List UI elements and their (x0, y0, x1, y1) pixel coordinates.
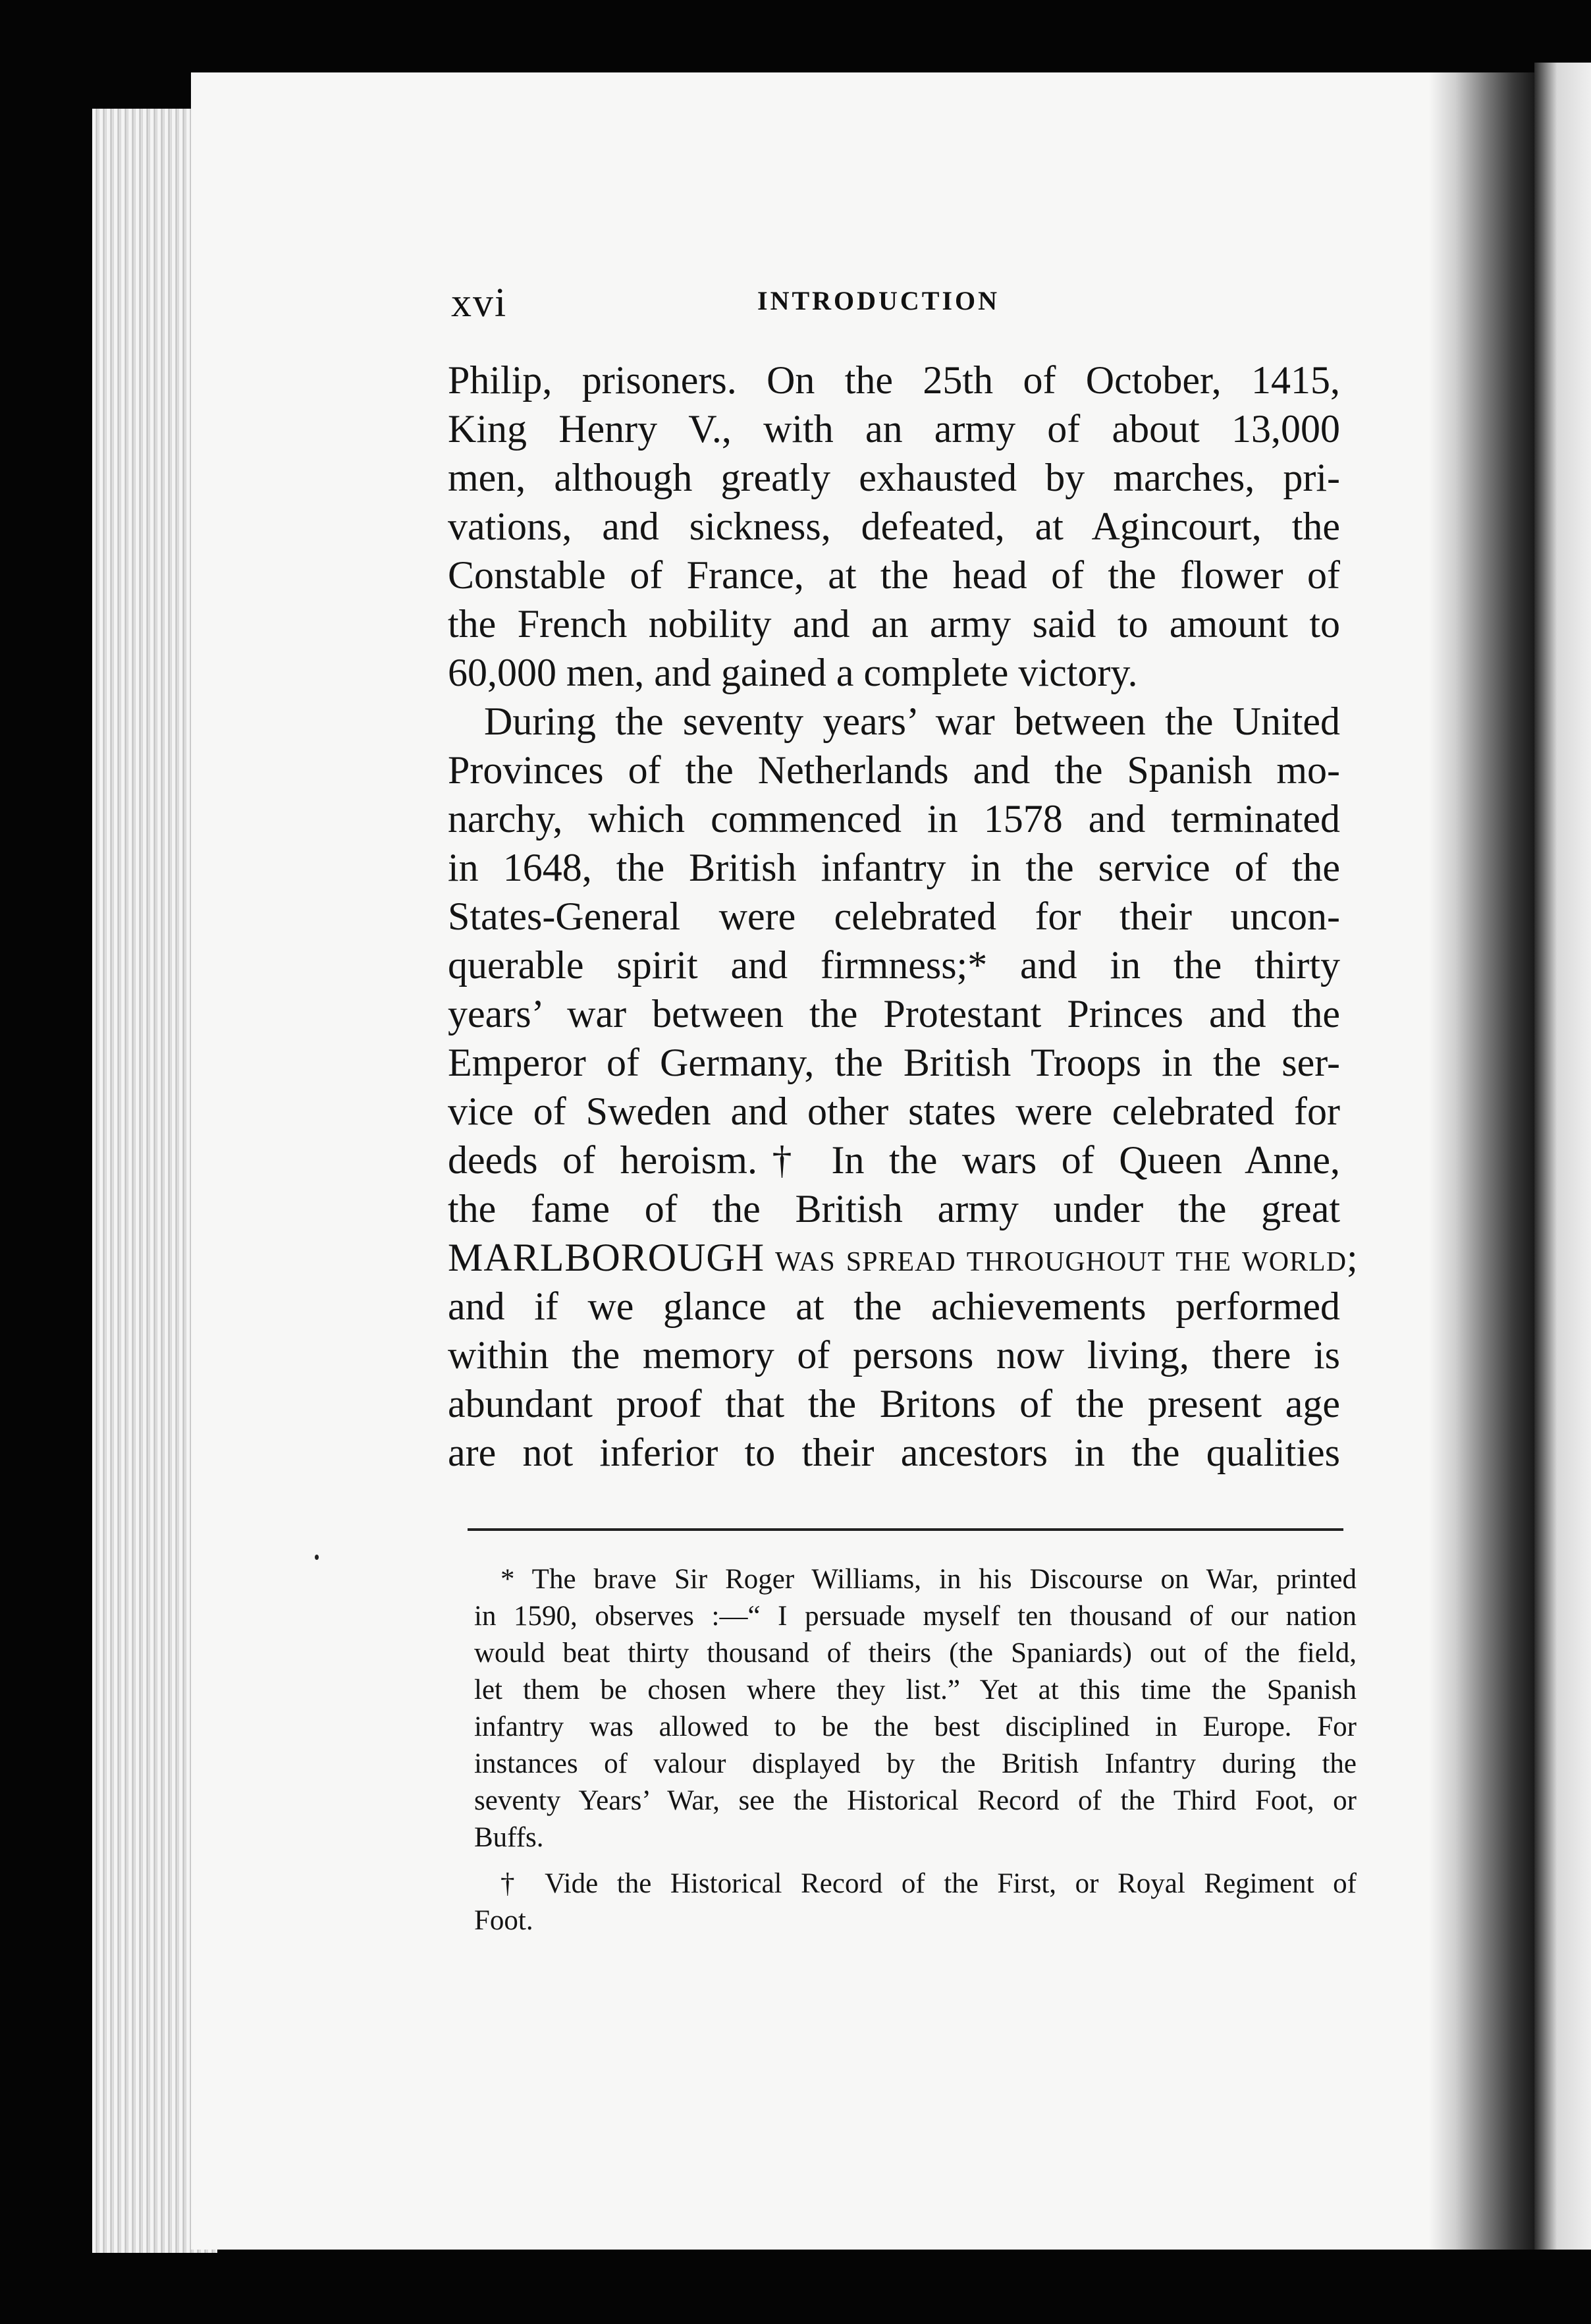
text-line: Constable of France, at the head of the flower of (448, 553, 1340, 597)
text-line: the fame of the British army under the great (448, 1187, 1340, 1231)
text-line: and if we glance at the achievements performed (448, 1285, 1340, 1328)
page-header (451, 280, 1373, 339)
footnote-line: infantry was allowed to be the best disciplined in Europe. For (474, 1711, 1357, 1742)
text-line: within the memory of persons now living, there is (448, 1333, 1340, 1377)
text-line: Emperor of Germany, the British Troops in the ser- (448, 1041, 1340, 1084)
text-line: Provinces of the Netherlands and the Spanish mo- (448, 748, 1340, 792)
footnote-line: Buffs. (474, 1822, 544, 1853)
footnote-line: Foot. (474, 1905, 533, 1936)
footnote-line: seventy Years’ War, see the Historical Record of the Third Foot, or (474, 1785, 1357, 1816)
text-line: vice of Sweden and other states were celebrated for (448, 1090, 1340, 1133)
footnote-line: in 1590, observes :—“ I persuade myself ten thousand of our nation (474, 1601, 1357, 1632)
text-line: 60,000 men, and gained a complete victory. (448, 651, 1138, 694)
text-line: years’ war between the Protestant Princes and the (448, 992, 1340, 1036)
text-line: narchy, which commenced in 1578 and terminated (448, 797, 1340, 841)
footnote-line: instances of valour displayed by the British Infantry during the (474, 1748, 1357, 1779)
running-head: INTRODUCTION (757, 286, 1000, 316)
text-line: in 1648, the British infantry in the service of the (448, 846, 1340, 889)
text-line: men, although greatly exhausted by marches, pri- (448, 456, 1340, 499)
footnote-line: † Vide the Historical Record of the First, or Royal Regiment of (500, 1868, 1357, 1899)
page-gutter-shadow (1429, 72, 1534, 2250)
footnotes (474, 1561, 1357, 1939)
ink-speck (315, 1555, 319, 1560)
text-line: querable spirit and firmness;* and in the thirty (448, 943, 1340, 987)
text-line: States-General were celebrated for their uncon- (448, 895, 1340, 938)
text-line: During the seventy years’ war between the United (484, 700, 1340, 743)
text-line: King Henry V., with an army of about 13,000 (448, 407, 1340, 451)
text-line: MARLBOROUGH was spread throughout the world; (448, 1236, 1359, 1279)
text-line: abundant proof that the Britons of the present age (448, 1382, 1340, 1425)
main-text (448, 356, 1359, 1477)
page-number: xvi (451, 281, 508, 325)
text-line: Philip, prisoners. On the 25th of October, 1415, (448, 358, 1340, 402)
footnote-line: let them be chosen where they list.” Yet at this time the Spanish (474, 1674, 1357, 1705)
text-line: deeds of heroism.† In the wars of Queen Anne, (448, 1138, 1340, 1182)
text-line: vations, and sickness, defeated, at Agincourt, the (448, 505, 1340, 548)
footnote-line: * The brave Sir Roger Williams, in his Discourse on War, printed (500, 1564, 1357, 1595)
text-line: are not inferior to their ancestors in the qualities (448, 1431, 1340, 1474)
footnote-rule (468, 1528, 1343, 1531)
footnote-line: would beat thirty thousand of theirs (the Spaniards) out of the field, (474, 1638, 1357, 1669)
facing-page-edge (1534, 63, 1591, 2250)
footnote-spacer (474, 1856, 1357, 1866)
text-line: the French nobility and an army said to amount to (448, 602, 1340, 646)
